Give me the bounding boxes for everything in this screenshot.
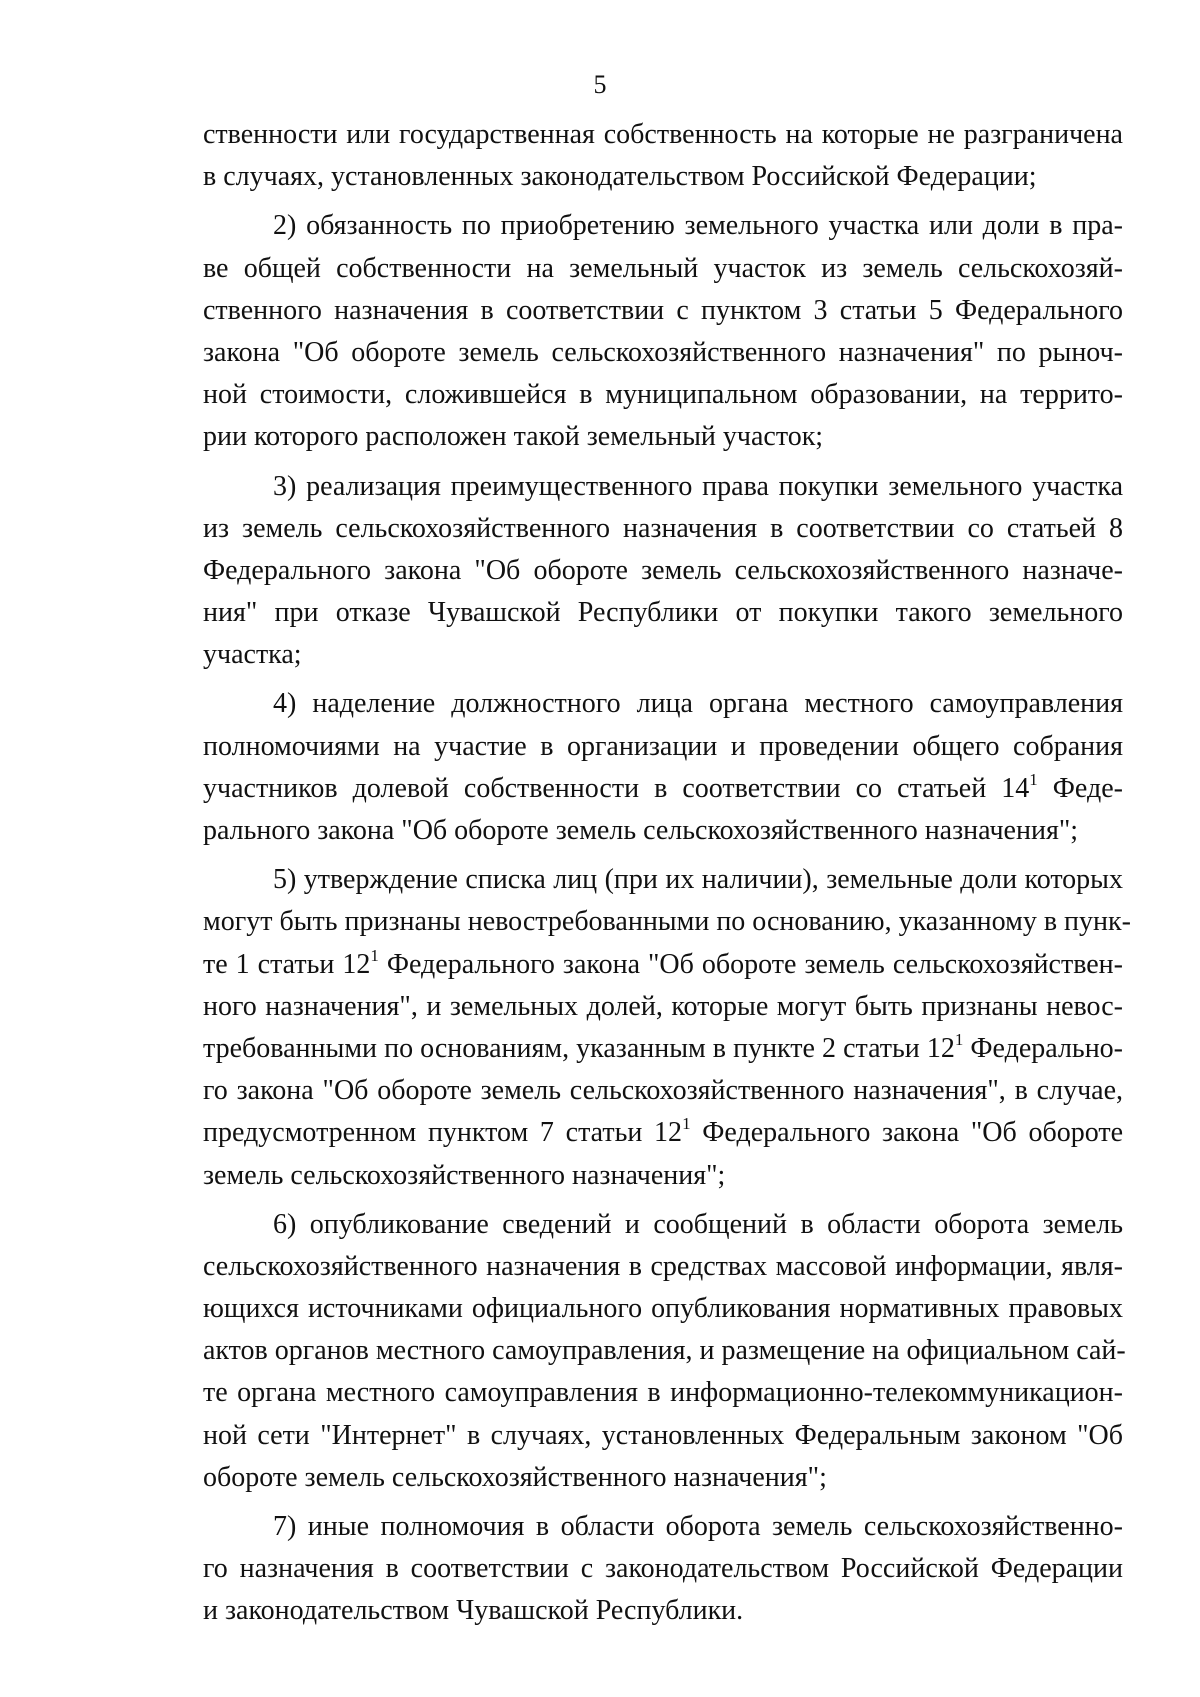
text-line: ственности или государственная собственность на которые не разграничена — [203, 119, 1123, 150]
text-line — [203, 1112, 1123, 1154]
text-line: и законодательством Чувашской Республики. — [203, 1595, 744, 1627]
page-number: 5 — [593, 70, 607, 99]
text-line: ной сети "Интернет" в случаях, установленных Федеральным законом "Об — [203, 1419, 1123, 1451]
superscript: 1 — [954, 1029, 964, 1049]
text-line: ющихся источниками официального опубликования нормативных правовых — [203, 1293, 1123, 1325]
text-line: го назначения в соответствии с законодательством Российской Федерации — [203, 1553, 1123, 1585]
text-line: ственного назначения в соответствии с пунктом 3 статьи 5 Федерального — [203, 294, 1123, 326]
text-line: 4) наделение должностного лица органа местного самоуправления — [273, 688, 1123, 720]
text-line: земель сельскохозяйственного назначения"; — [203, 1159, 726, 1191]
paragraph — [203, 859, 1131, 1197]
text-line: те органа местного самоуправления в информационно-телекоммуникацион- — [203, 1377, 1123, 1409]
text-segment: Феде- — [1037, 772, 1123, 804]
text-line: полномочиями на участие в организации и проведении общего собрания — [203, 730, 1123, 762]
text-line: в случаях, установленных законодательством Российской Федерации; — [203, 161, 1037, 193]
text-line: 3) реализация преимущественного права покупки земельного участка — [273, 470, 1123, 502]
text-line: го закона "Об обороте земель сельскохозяйственного назначения", в случае, — [203, 1075, 1123, 1107]
text-line: 7) иные полномочия в области оборота земель сельскохозяйственно- — [273, 1511, 1123, 1542]
superscript: 1 — [370, 945, 379, 965]
paragraph — [203, 114, 1123, 198]
text-line: ного назначения", и земельных долей, которые могут быть признаны невос- — [203, 990, 1123, 1022]
text-segment: Федерально- — [963, 1032, 1124, 1064]
text-segment: предусмотренном пунктом 7 статьи 12 — [203, 1117, 683, 1149]
text-line: рии которого расположен такой земельный участок; — [203, 421, 824, 453]
document-body — [203, 114, 1131, 1633]
paragraph — [203, 1204, 1126, 1499]
text-line — [203, 768, 1123, 810]
text-line — [203, 1028, 1123, 1070]
text-line: могут быть признаны невостребованными по основанию, указанному в пунк- — [203, 906, 1131, 938]
text-segment: те 1 статьи 12 — [203, 948, 371, 980]
text-line: ве общей собственности на земельный участок из земель сельскохозяй- — [203, 252, 1123, 284]
text-line: актов органов местного самоуправления, и размещение на официальном сай- — [203, 1335, 1126, 1367]
text-line: рального закона "Об обороте земель сельскохозяйственного назначения"; — [203, 815, 1079, 846]
text-line: Федерального закона "Об обороте земель сельскохозяйственного назначе- — [203, 554, 1123, 586]
text-segment: Федерального закона "Об обороте — [690, 1117, 1123, 1149]
paragraph — [203, 466, 1123, 677]
paragraph — [203, 683, 1123, 852]
paragraph — [203, 1506, 1123, 1633]
text-segment: Федерального закона "Об обороте земель сельскохозяйствен- — [378, 948, 1123, 980]
paragraph — [203, 205, 1123, 458]
text-line: закона "Об обороте земель сельскохозяйственного назначения" по рыноч- — [203, 336, 1123, 368]
text-line: ния" при отказе Чувашской Республики от покупки такого земельного — [203, 597, 1123, 629]
text-line: участка; — [203, 639, 302, 671]
text-line: сельскохозяйственного назначения в средствах массовой информации, явля- — [203, 1250, 1123, 1282]
text-line: ной стоимости, сложившейся в муниципальном образовании, на террито- — [203, 379, 1123, 411]
superscript: 1 — [1029, 769, 1038, 789]
text-line: из земель сельскохозяйственного назначения в соответствии со статьей 8 — [203, 512, 1123, 544]
text-line — [203, 944, 1123, 986]
superscript: 1 — [682, 1114, 691, 1134]
text-segment: участников долевой собственности в соответствии со статьей 14 — [203, 772, 1030, 804]
text-segment: требованными по основаниям, указанным в пункте 2 статьи 12 — [203, 1032, 955, 1064]
text-line: обороте земель сельскохозяйственного назначения"; — [203, 1461, 827, 1493]
text-line: 5) утверждение списка лиц (при их наличии), земельные доли которых — [273, 864, 1123, 896]
text-line: 6) опубликование сведений и сообщений в области оборота земель — [273, 1208, 1123, 1240]
text-line: 2) обязанность по приобретению земельного участка или доли в пра- — [273, 210, 1123, 242]
